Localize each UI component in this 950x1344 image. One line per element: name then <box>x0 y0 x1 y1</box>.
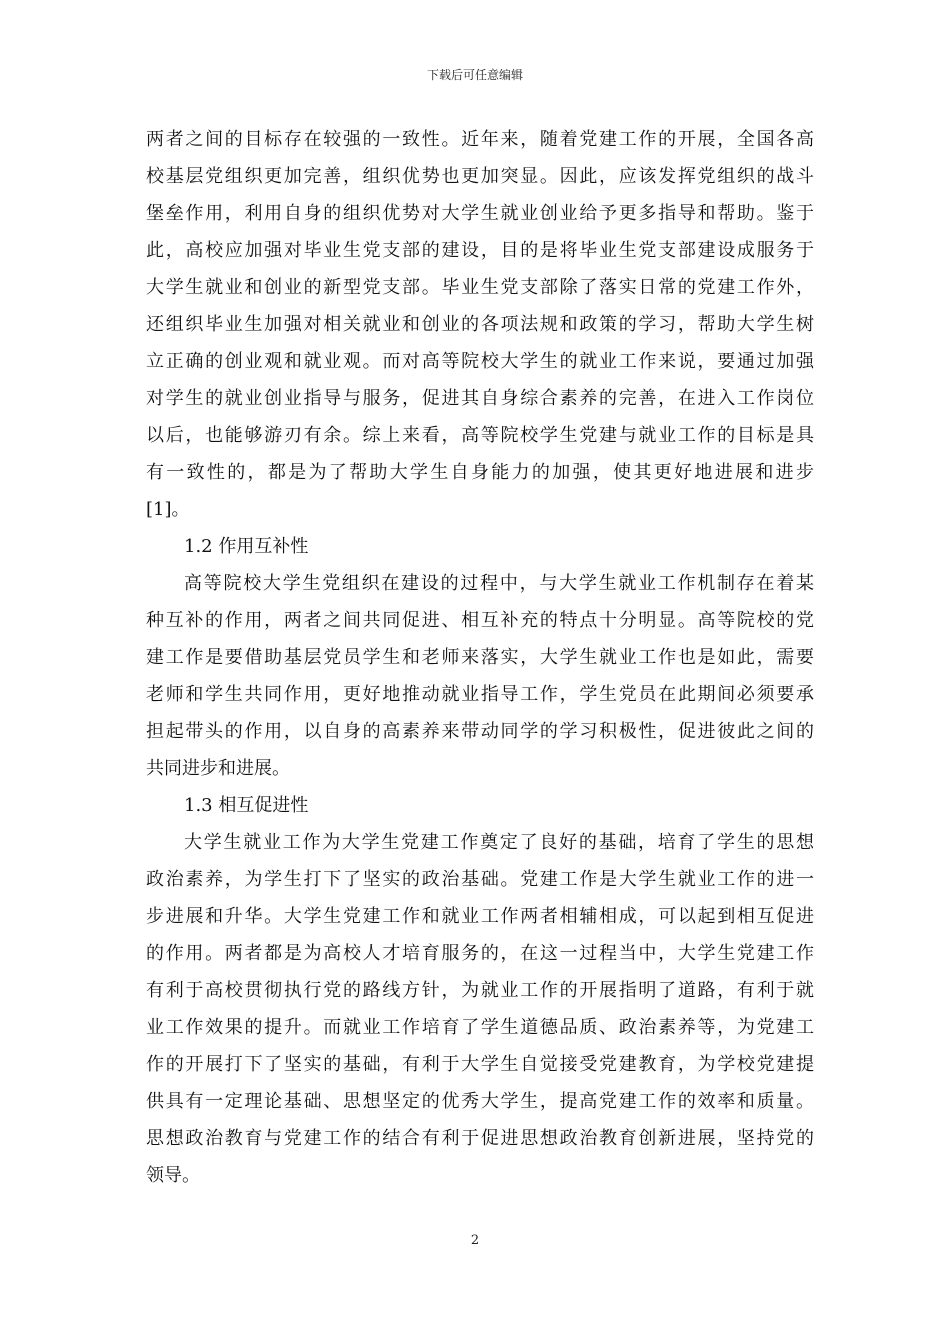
paragraph-line: 领导。 <box>146 1165 200 1186</box>
paragraph-line: 对学生的就业创业指导与服务，促进其自身综合素养的完善，在进入工作岗位 <box>146 388 814 409</box>
paragraph-line: 步进展和升华。大学生党建工作和就业工作两者相辅相成，可以起到相互促进 <box>146 906 814 927</box>
paragraph-line: 思想政治教育与党建工作的结合有利于促进思想政治教育创新进展，坚持党的 <box>146 1128 814 1149</box>
page-number: 2 <box>470 1233 480 1248</box>
section-heading: 1.2 作用互补性 <box>184 536 309 557</box>
paragraph-line: 政治素养，为学生打下了坚实的政治基础。党建工作是大学生就业工作的进一 <box>146 869 814 890</box>
paragraph-line: 堡垒作用，利用自身的组织优势对大学生就业创业给予更多指导和帮助。鉴于 <box>146 203 814 224</box>
paragraph-line: 校基层党组织更加完善，组织优势也更加突显。因此，应该发挥党组织的战斗 <box>146 166 814 187</box>
paragraph-line: 立正确的创业观和就业观。而对高等院校大学生的就业工作来说，要通过加强 <box>146 351 814 372</box>
paragraph <box>146 121 814 528</box>
paragraph-line: [1]。 <box>146 499 190 520</box>
paragraph-line: 高等院校大学生党组织在建设的过程中，与大学生就业工作机制存在着某 <box>184 573 814 594</box>
paragraph-line: 业工作效果的提升。而就业工作培育了学生道德品质、政治素养等，为党建工 <box>146 1017 814 1038</box>
paragraph-line: 种互补的作用，两者之间共同促进、相互补充的特点十分明显。高等院校的党 <box>146 610 814 631</box>
paragraph-line: 建工作是要借助基层党员学生和老师来落实，大学生就业工作也是如此，需要 <box>146 647 814 668</box>
paragraph-line: 供具有一定理论基础、思想坚定的优秀大学生，提高党建工作的效率和质量。 <box>146 1091 814 1112</box>
paragraph-line: 大学生就业和创业的新型党支部。毕业生党支部除了落实日常的党建工作外， <box>146 277 814 298</box>
section-heading: 1.3 相互促进性 <box>184 795 309 816</box>
paragraph-line: 有利于高校贯彻执行党的路线方针，为就业工作的开展指明了道路，有利于就 <box>146 980 814 1001</box>
paragraph-line: 的作用。两者都是为高校人才培育服务的，在这一过程当中，大学生党建工作 <box>146 943 814 964</box>
paragraph-line: 担起带头的作用，以自身的高素养来带动同学的学习积极性，促进彼此之间的 <box>146 721 814 742</box>
paragraph-line: 以后，也能够游刃有余。综上来看，高等院校学生党建与就业工作的目标是具 <box>146 425 814 446</box>
paragraph-line: 共同进步和进展。 <box>146 758 290 779</box>
paragraph-line: 大学生就业工作为大学生党建工作奠定了良好的基础，培育了学生的思想 <box>184 832 814 853</box>
paragraph-line: 两者之间的目标存在较强的一致性。近年来，随着党建工作的开展，全国各高 <box>146 129 814 150</box>
paragraph-line: 此，高校应加强对毕业生党支部的建设，目的是将毕业生党支部建设成服务于 <box>146 240 814 261</box>
page-header: 下载后可任意编辑 <box>426 68 523 82</box>
paragraph-line: 作的开展打下了坚实的基础，有利于大学生自觉接受党建教育，为学校党建提 <box>146 1054 814 1075</box>
paragraph-line: 有一致性的，都是为了帮助大学生自身能力的加强，使其更好地进展和进步 <box>146 462 814 483</box>
paragraph <box>146 565 814 787</box>
paragraph-line: 还组织毕业生加强对相关就业和创业的各项法规和政策的学习，帮助大学生树 <box>146 314 814 335</box>
document-body <box>146 121 814 1194</box>
paragraph <box>146 824 814 1194</box>
paragraph-line: 老师和学生共同作用，更好地推动就业指导工作，学生党员在此期间必须要承 <box>146 684 814 705</box>
